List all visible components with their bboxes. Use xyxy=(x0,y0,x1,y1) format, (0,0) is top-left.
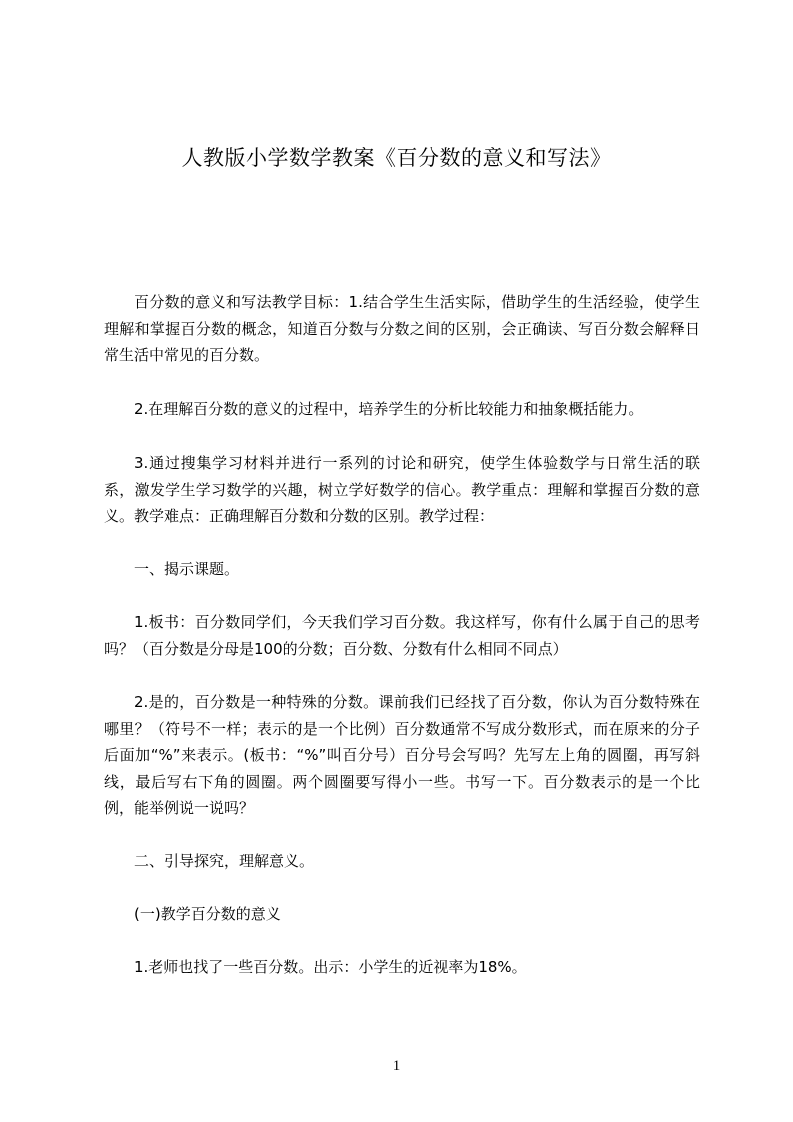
page-number: 1 xyxy=(392,1058,401,1074)
paragraph-objectives: 百分数的意义和写法教学目标：1.结合学生生活实际，借助学生的生活经验，使学生理解和掌握百分数的概念，知道百分数与分数之间的区别，会正确读、写百分数会解释日常生活中常见的百分数。 xyxy=(104,293,700,364)
paragraph-step-1: 1.板书：百分数同学们，今天我们学习百分数。我这样写，你有什么属于自己的思考吗？（百分数是分母是100的分数；百分数、分数有什么相同不同点） xyxy=(104,613,700,658)
section-heading-1: 一、揭示课题。 xyxy=(134,560,240,578)
paragraph-example: 1.老师也找了一些百分数。出示：小学生的近视率为18%。 xyxy=(134,958,527,976)
subsection-heading: (一)教学百分数的意义 xyxy=(134,905,281,923)
paragraph-objective-3: 3.通过搜集学习材料并进行一系列的讨论和研究，使学生体验数学与日常生活的联系，激发学生学习数学的兴趣，树立学好数学的信心。教学重点：理解和掌握百分数的意义。教学难点：正确理解百分数和分数的区别。教学过程： xyxy=(104,454,700,525)
section-heading-2: 二、引导探究，理解意义。 xyxy=(134,852,315,870)
paragraph-objective-2: 2.在理解百分数的意义的过程中，培养学生的分析比较能力和抽象概括能力。 xyxy=(134,400,644,418)
document-title: 人教版小学数学教案《百分数的意义和写法》 xyxy=(181,146,612,170)
paragraph-step-2: 2.是的，百分数是一种特殊的分数。课前我们已经找了百分数，你认为百分数特殊在哪里？（符号不一样；表示的是一个比例）百分数通常不写成分数形式，而在原来的分子后面加“%”来表示。(板书：“%”叫百分号）百分号会写吗？先写左上角的圆圈，再写斜线，最后写右下角的圆圈。两个圆圈要写得小一些。书写一下。百分数表示的是一个比例，能举例说一说吗？ xyxy=(104,693,700,817)
